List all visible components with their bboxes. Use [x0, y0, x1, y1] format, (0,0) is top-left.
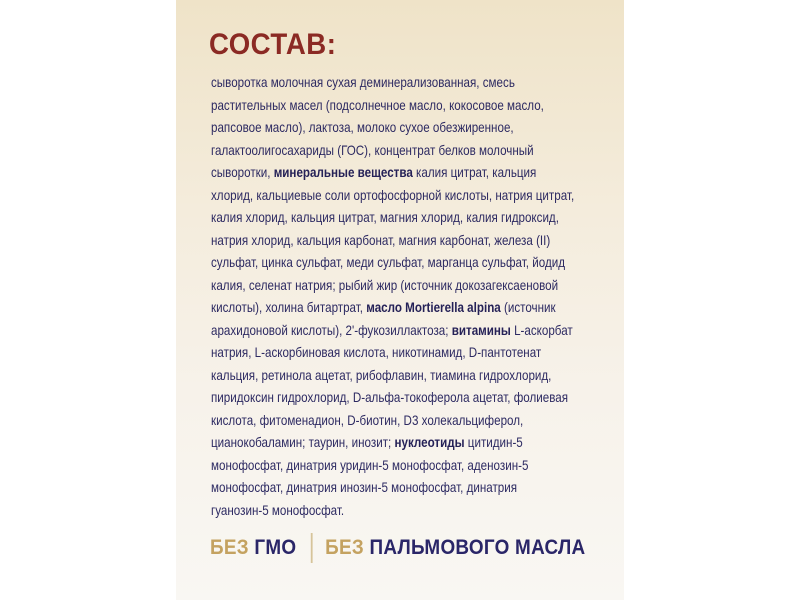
ingredients-line: кислота, фитоменадион, D-биотин, D3 холекальциферол,: [211, 411, 524, 428]
ingredients-line: кальция, ретинола ацетат, рибофлавин, тиамина гидрохлорид,: [211, 366, 552, 383]
ingredients-line: пиридоксин гидрохлорид, D-альфа-токоферола ацетат, фолиевая: [211, 389, 569, 405]
ingredients-line: калия, селенат натрия; рыбий жир (источник докозагексаеновой: [211, 276, 559, 293]
ingredients-line: монофосфат, динатрия инозин-5 монофосфат, динатрия: [211, 479, 518, 495]
minerals-heading: минеральные вещества: [273, 164, 413, 180]
ingredients-line: монофосфат, динатрия уридин-5 монофосфат, аденозин-5: [211, 456, 529, 473]
nucleotides-heading: нуклеотиды: [394, 434, 465, 450]
ingredients-line: галактоолигосахариды (ГОС), концентрат белков молочный: [211, 141, 534, 158]
ingredients-line: натрия хлорид, кальция карбонат, магния карбонат, железа (II): [211, 231, 551, 248]
ingredients-line: хлорид, кальциевые соли ортофосфорной кислоты, натрия цитрат,: [211, 186, 575, 203]
ingredients-line: калия хлорид, кальция цитрат, магния хлорид, калия гидроксид,: [211, 209, 559, 225]
no-gmo-badge: БЕЗ ГМО: [210, 536, 297, 559]
ingredients-line: цианокобаламин; таурин, инозит; нуклеотиды цитидин-5: [211, 434, 523, 450]
ingredients-line: натрия, L-аскорбиновая кислота, никотинамид, D-пантотенат: [211, 344, 542, 360]
ingredients-line: сульфат, цинка сульфат, меди сульфат, марганца сульфат, йодид: [211, 254, 565, 270]
vitamins-heading: витамины: [451, 321, 511, 338]
ingredients-line: сыворотка молочная сухая деминерализованная, смесь: [211, 74, 515, 90]
ingredients-line: растительных масел (подсолнечное масло, кокосовое масло,: [211, 96, 544, 113]
ingredients-line: кислоты), холина битартрат, масло Mortierella alpina (источник: [211, 299, 556, 315]
no-palm-oil-badge: БЕЗ ПАЛЬМОВОГО МАСЛА: [325, 536, 586, 559]
section-title: СОСТАВ:: [209, 28, 337, 61]
ingredients-text: [211, 71, 601, 521]
ingredients-line: рапсовое масло), лактоза, молоко сухое обезжиренное,: [211, 119, 514, 135]
mortierella-oil-heading: масло Mortierella alpina: [366, 299, 501, 315]
claims-divider: [311, 533, 313, 563]
claims-row: [210, 533, 585, 563]
ingredients-line: гуанозин-5 монофосфат.: [211, 501, 345, 518]
ingredients-line: арахидоновой кислоты), 2'-фукозиллактоза; витамины L-аскорбат: [211, 321, 573, 338]
ingredients-line: сыворотки, минеральные вещества калия цитрат, кальция: [211, 164, 537, 180]
